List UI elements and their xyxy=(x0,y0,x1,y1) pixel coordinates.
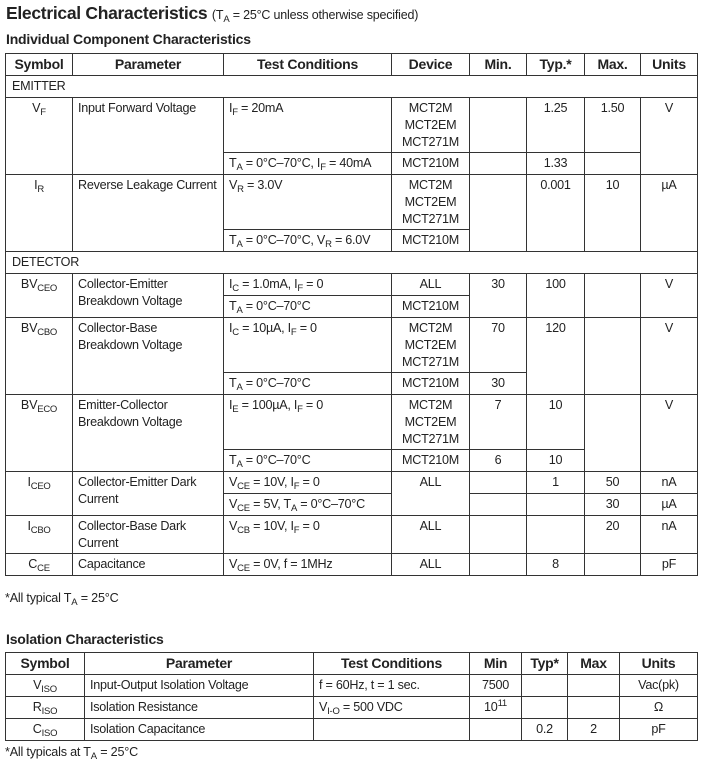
units-cell: Ω xyxy=(620,697,698,719)
min-cell: 30 xyxy=(470,274,527,318)
table-row xyxy=(6,554,698,576)
units-cell: nA xyxy=(641,472,698,494)
condition-cell: $V_R = 3.0V$ xyxy=(224,175,392,230)
condition-cell: $T_A = 0^\circ C-70^\circ C$ xyxy=(224,450,392,472)
min-cell xyxy=(470,494,527,516)
header-max: Max. xyxy=(585,54,641,76)
parameter-cell: Collector-Emitter Breakdown Voltage xyxy=(73,274,224,318)
parameter-cell: Input-Output Isolation Voltage xyxy=(85,675,314,697)
section-title-individual: Individual Component Characteristics xyxy=(6,31,251,47)
table-row xyxy=(6,697,698,719)
parameter-cell: Isolation Capacitance xyxy=(85,719,314,741)
header-units: Units xyxy=(641,54,698,76)
typ-cell xyxy=(527,516,585,554)
units-cell: V xyxy=(641,274,698,318)
min-cell xyxy=(470,554,527,576)
header-min: Min. xyxy=(470,54,527,76)
max-cell: 1.50 xyxy=(585,98,641,153)
typ-cell: 10 xyxy=(527,395,585,450)
isolation-footnote: *All typicals at $T_A = 25^\circ C$ xyxy=(5,745,138,762)
units-cell: nA xyxy=(641,516,698,554)
table-row xyxy=(6,175,698,230)
condition-cell: $I_E = 100\mu A$, $I_F = 0$ xyxy=(224,395,392,450)
isolation-characteristics-table xyxy=(5,652,698,741)
min-cell xyxy=(470,153,527,175)
parameter-cell: Collector-Emitter Dark Current xyxy=(73,472,224,516)
table-row xyxy=(6,472,698,494)
table-header-row xyxy=(6,653,698,675)
units-cell: V xyxy=(641,98,698,175)
symbol-cell: $I_R$ xyxy=(6,175,73,252)
symbol-cell: $V_{ISO}$ xyxy=(6,675,85,697)
typ-cell: 0.001 xyxy=(527,175,585,252)
symbol-cell: $BV_{CBO}$ xyxy=(6,318,73,395)
condition-cell: $V_{CE} = 5V$, $T_A = 0^\circ C-70^\circ C$ xyxy=(224,494,392,516)
header-parameter: Parameter xyxy=(85,653,314,675)
device-cell: MCT210M xyxy=(392,450,470,472)
table-row xyxy=(6,516,698,554)
symbol-cell: $I_{CEO}$ xyxy=(6,472,73,516)
symbol-cell: $BV_{CEO}$ xyxy=(6,274,73,318)
device-cell: MCT2M MCT2EM MCT271M xyxy=(392,395,470,450)
parameter-cell: Collector-Base Dark Current xyxy=(73,516,224,554)
max-cell: 30 xyxy=(585,494,641,516)
condition-cell: $V_{CE} = 10V$, $I_F = 0$ xyxy=(224,472,392,494)
symbol-cell: $V_F$ xyxy=(6,98,73,175)
condition-cell: $I_F = 20mA$ xyxy=(224,98,392,153)
header-test-conditions: Test Conditions xyxy=(224,54,392,76)
min-cell xyxy=(470,98,527,153)
header-typ: Typ* xyxy=(522,653,568,675)
table-row xyxy=(6,395,698,450)
parameter-cell: Emitter-Collector Breakdown Voltage xyxy=(73,395,224,472)
table-row xyxy=(6,318,698,373)
min-cell: 6 xyxy=(470,450,527,472)
typ-cell: 100 xyxy=(527,274,585,318)
typ-cell: 10 xyxy=(527,450,585,472)
typ-cell: 1 xyxy=(527,472,585,494)
symbol-cell: $BV_{ECO}$ xyxy=(6,395,73,472)
condition-cell: $V_{CE} = 0V$, f = 1MHz xyxy=(224,554,392,576)
device-cell: MCT210M xyxy=(392,373,470,395)
condition-cell: $V_{I-O} = 500$ VDC xyxy=(314,697,470,719)
condition-cell xyxy=(314,719,470,741)
typ-cell: 8 xyxy=(527,554,585,576)
max-cell xyxy=(585,274,641,318)
table-row xyxy=(6,98,698,153)
min-cell xyxy=(470,175,527,252)
header-min: Min xyxy=(470,653,522,675)
title-note: ($T_A = 25^\circ C$ unless otherwise specified) xyxy=(211,8,419,25)
condition-cell: $T_A = 0^\circ C-70^\circ C$, $I_F = 40mA$ xyxy=(224,153,392,175)
condition-cell: $I_C = 10\mu A$, $I_F = 0$ xyxy=(224,318,392,373)
max-cell xyxy=(585,395,641,472)
max-cell xyxy=(585,318,641,395)
section-title-isolation: Isolation Characteristics xyxy=(6,631,164,647)
device-cell: ALL xyxy=(392,472,470,516)
min-cell: 30 xyxy=(470,373,527,395)
condition-cell: $T_A = 0^\circ C-70^\circ C$ xyxy=(224,296,392,318)
min-cell: 7500 xyxy=(470,675,522,697)
max-cell: 20 xyxy=(585,516,641,554)
units-cell: V xyxy=(641,318,698,395)
units-cell: V xyxy=(641,395,698,472)
table-row xyxy=(6,274,698,296)
section-row-detector xyxy=(6,252,698,274)
table-row xyxy=(6,675,698,697)
typ-cell: 1.33 xyxy=(527,153,585,175)
device-cell: MCT2M MCT2EM MCT271M xyxy=(392,98,470,153)
min-cell: 70 xyxy=(470,318,527,373)
max-cell xyxy=(568,675,620,697)
max-cell xyxy=(568,697,620,719)
header-units: Units xyxy=(620,653,698,675)
device-cell: ALL xyxy=(392,274,470,296)
typ-cell: 1.25 xyxy=(527,98,585,153)
device-cell: MCT210M xyxy=(392,153,470,175)
symbol-cell: $C_{CE}$ xyxy=(6,554,73,576)
symbol-cell: $I_{CBO}$ xyxy=(6,516,73,554)
typ-cell xyxy=(522,697,568,719)
symbol-cell: $C_{ISO}$ xyxy=(6,719,85,741)
max-cell xyxy=(585,153,641,175)
symbol-cell: $R_{ISO}$ xyxy=(6,697,85,719)
parameter-cell: Capacitance xyxy=(73,554,224,576)
device-cell: MCT2M MCT2EM MCT271M xyxy=(392,175,470,230)
section-label: EMITTER xyxy=(6,76,698,98)
header-device: Device xyxy=(392,54,470,76)
header-test-conditions: Test Conditions xyxy=(314,653,470,675)
min-cell xyxy=(470,719,522,741)
device-cell: MCT2M MCT2EM MCT271M xyxy=(392,318,470,373)
table-header-row xyxy=(6,54,698,76)
device-cell: ALL xyxy=(392,554,470,576)
header-parameter: Parameter xyxy=(73,54,224,76)
units-cell: pF xyxy=(620,719,698,741)
section-row-emitter xyxy=(6,76,698,98)
max-cell: 2 xyxy=(568,719,620,741)
condition-cell: $T_A = 0^\circ C-70^\circ C$, $V_R = 6.0V$ xyxy=(224,230,392,252)
typ-cell xyxy=(522,675,568,697)
condition-cell: $T_A = 0^\circ C-70^\circ C$ xyxy=(224,373,392,395)
parameter-cell: Collector-Base Breakdown Voltage xyxy=(73,318,224,395)
min-cell xyxy=(470,516,527,554)
condition-cell: f = 60Hz, t = 1 sec. xyxy=(314,675,470,697)
electrical-footnote: *All typical $T_A = 25^\circ C$ xyxy=(5,591,119,608)
units-cell: µA xyxy=(641,494,698,516)
condition-cell: $V_{CB} = 10V$, $I_F = 0$ xyxy=(224,516,392,554)
max-cell xyxy=(585,554,641,576)
parameter-cell: Input Forward Voltage xyxy=(73,98,224,175)
header-symbol: Symbol xyxy=(6,54,73,76)
title-text: Electrical Characteristics xyxy=(6,3,208,23)
parameter-cell: Isolation Resistance xyxy=(85,697,314,719)
electrical-characteristics-table xyxy=(5,53,698,576)
max-cell: 10 xyxy=(585,175,641,252)
typ-cell: 120 xyxy=(527,318,585,395)
device-cell: MCT210M xyxy=(392,230,470,252)
table-row xyxy=(6,719,698,741)
condition-cell: $I_C = 1.0mA$, $I_F = 0$ xyxy=(224,274,392,296)
parameter-cell: Reverse Leakage Current xyxy=(73,175,224,252)
max-cell: 50 xyxy=(585,472,641,494)
typ-cell xyxy=(527,494,585,516)
min-cell: 7 xyxy=(470,395,527,450)
device-cell: MCT210M xyxy=(392,296,470,318)
units-cell: µA xyxy=(641,175,698,252)
units-cell: Vac(pk) xyxy=(620,675,698,697)
typ-cell: 0.2 xyxy=(522,719,568,741)
device-cell: ALL xyxy=(392,516,470,554)
min-cell xyxy=(470,472,527,494)
header-typ: Typ.* xyxy=(527,54,585,76)
units-cell: pF xyxy=(641,554,698,576)
min-cell: $10^{11}$ xyxy=(470,697,522,719)
page-title xyxy=(6,3,418,24)
header-symbol: Symbol xyxy=(6,653,85,675)
header-max: Max xyxy=(568,653,620,675)
section-label: DETECTOR xyxy=(6,252,698,274)
